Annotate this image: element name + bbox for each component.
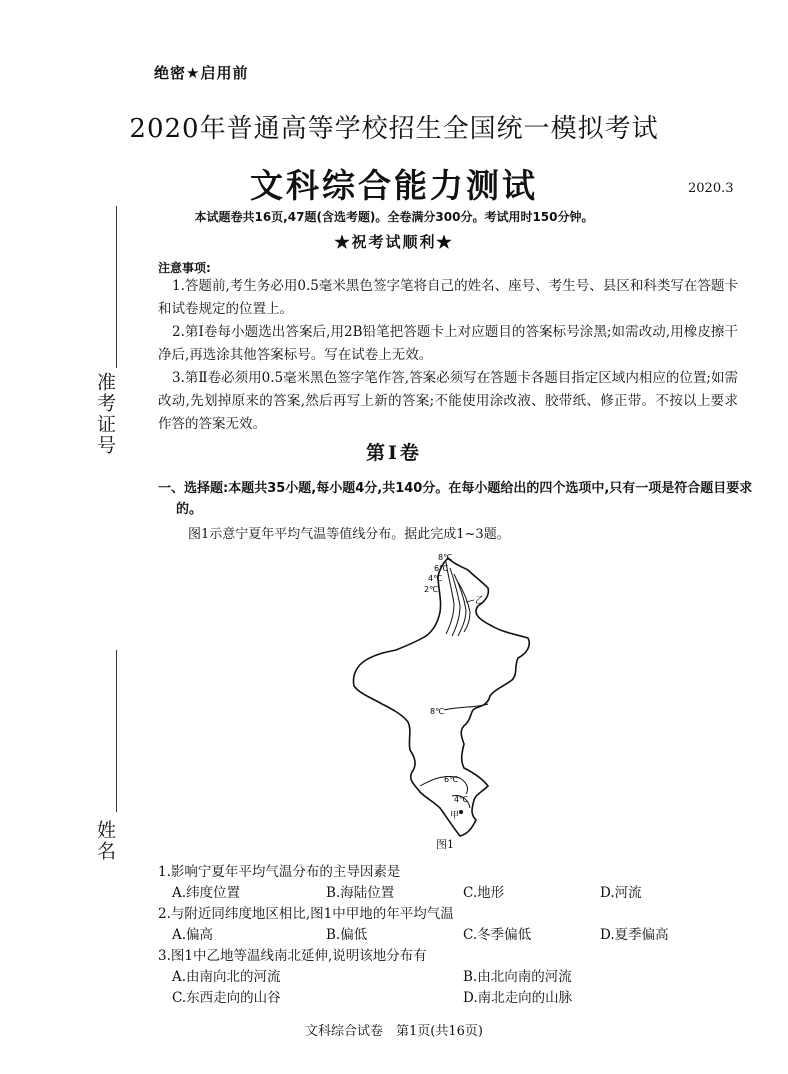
notes-heading: 注意事项: bbox=[158, 261, 211, 275]
question-1-stem: 1.影响宁夏年平均气温分布的主导因素是 bbox=[158, 864, 401, 880]
note-item: 1.答题前,考生务必用0.5毫米黑色签字笔将自己的姓名、座号、考生号、县区和科类写在答题卡和试卷规定的位置上。 bbox=[158, 278, 738, 317]
isotherm-8-middle bbox=[444, 704, 488, 710]
exam-info: 本试题卷共16页,47题(含选考题)。全卷满分300分。考试用时150分钟。 bbox=[194, 210, 594, 224]
question-3-option-a: A.由南向北的河流 bbox=[172, 969, 281, 985]
name-line bbox=[116, 650, 117, 812]
confidential-label: 绝密★启用前 bbox=[154, 64, 249, 82]
volume-title: 第Ⅰ卷 bbox=[366, 442, 422, 464]
label-yi: 乙 bbox=[475, 596, 485, 606]
label-4-bot: 4℃ bbox=[454, 795, 469, 804]
question-3-option-d: D.南北走向的山脉 bbox=[463, 990, 573, 1006]
label-8-mid: 8℃ bbox=[430, 707, 445, 716]
question-1-option-a: A.纬度位置 bbox=[172, 885, 241, 901]
question-2-option-c: C.冬季偏低 bbox=[463, 927, 532, 943]
province-outline bbox=[354, 558, 530, 836]
exam-title: 2020年普通高等学校招生全国统一模拟考试 bbox=[129, 114, 659, 144]
label-jia: 甲 bbox=[450, 811, 460, 821]
map-svg bbox=[342, 546, 562, 846]
question-2-option-b: B.偏低 bbox=[326, 927, 368, 943]
good-luck-line: ★祝考试顺利★ bbox=[334, 233, 454, 251]
name-label: 姓名 bbox=[94, 820, 116, 862]
exam-number-line bbox=[116, 206, 117, 368]
page-footer: 文科综合试卷 第1页(共16页) bbox=[305, 1024, 483, 1039]
exam-date: 2020.3 bbox=[688, 181, 734, 196]
label-6-bot: 6℃ bbox=[444, 775, 459, 784]
question-2-option-a: A.偏高 bbox=[172, 927, 214, 943]
label-8-top: 8℃ bbox=[438, 553, 453, 562]
label-4-top: 4℃ bbox=[428, 574, 443, 583]
figure-caption: 图1 bbox=[436, 838, 454, 851]
jia-point bbox=[459, 810, 463, 814]
question-3-stem: 3.图1中乙地等温线南北延伸,说明该地分布有 bbox=[158, 948, 427, 964]
isotherm-6-north bbox=[450, 568, 460, 636]
question-2-option-d: D.夏季偏高 bbox=[600, 927, 669, 943]
note-item: 3.第Ⅱ卷必须用0.5毫米黑色签字笔作答,答案必须写在答题卡各题目指定区域内相应的位置;如需改动,先划掉原来的答案,然后再写上新的答案;不能使用涂改液、胶带纸、修正带。不按以上要求作答的答案无效。 bbox=[158, 370, 738, 432]
question-1-option-c: C.地形 bbox=[463, 885, 505, 901]
figure-intro: 图1示意宁夏年平均气温等值线分布。据此完成1~3题。 bbox=[188, 527, 510, 542]
label-2-top: 2℃ bbox=[424, 585, 439, 594]
section-instructions: 一、选择题:本题共35小题,每小题4分,共140分。在每小题给出的四个选项中,只有一项是符合题目要求的。 bbox=[158, 481, 753, 517]
question-2-stem: 2.与附近同纬度地区相比,图1中甲地的年平均气温 bbox=[158, 906, 454, 922]
note-item: 2.第Ⅰ卷每小题选出答案后,用2B铅笔把答题卡上对应题目的答案标号涂黑;如需改动,用橡皮擦干净后,再选涂其他答案标号。写在试卷上无效。 bbox=[158, 324, 738, 363]
question-3-option-b: B.由北向南的河流 bbox=[463, 969, 572, 985]
question-3-option-c: C.东西走向的山谷 bbox=[172, 990, 281, 1006]
ningxia-isotherm-map bbox=[342, 546, 562, 846]
question-1-option-b: B.海陆位置 bbox=[326, 885, 395, 901]
subject-title: 文科综合能力测试 bbox=[250, 166, 538, 205]
question-1-option-d: D.河流 bbox=[600, 885, 642, 901]
exam-number-label: 准考证号 bbox=[94, 372, 116, 456]
label-6-top: 6℃ bbox=[434, 564, 449, 573]
